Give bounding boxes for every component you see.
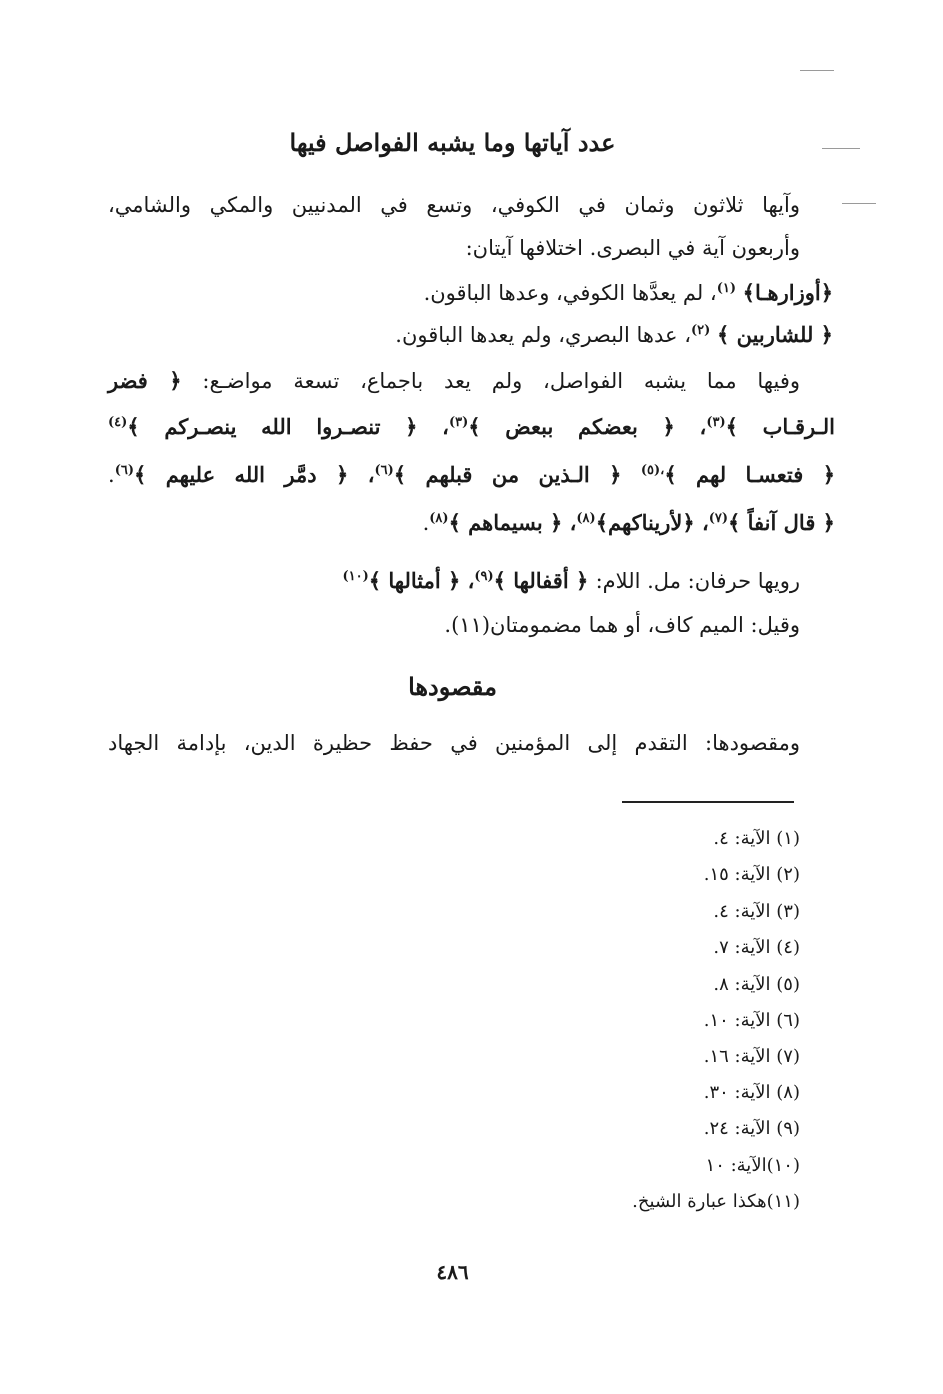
footnote: (١١)هكذا عبارة الشيخ. bbox=[632, 1191, 800, 1212]
footnote-ref: (٨) bbox=[429, 511, 449, 526]
footnote: (٩) الآية: ٢٤. bbox=[703, 1118, 800, 1139]
quran-quote: ﴿ فضر bbox=[108, 368, 182, 393]
quran-quote: ﴿ للشاربين ﴾ bbox=[716, 322, 833, 347]
footnote: (٧) الآية: ١٦. bbox=[703, 1046, 800, 1067]
footnote-separator bbox=[622, 801, 794, 803]
scan-mark bbox=[800, 70, 834, 71]
footnote: (٤) الآية: ٧. bbox=[713, 937, 800, 958]
text-line: ومقصودها: التقدم إلى المؤمنين في حفظ حظيرة الدين، بإدامة الجهاد bbox=[108, 731, 800, 755]
text-line bbox=[424, 278, 833, 308]
quran-quote: ﴿ قال آنفاً ﴾ bbox=[728, 510, 835, 535]
footnote: (٢) الآية: ١٥. bbox=[703, 864, 800, 885]
footnote: (١٠)الآية: ١٠ bbox=[705, 1155, 800, 1176]
quran-quote: ، ﴿ أمثالها ﴾ bbox=[368, 568, 475, 593]
section-heading: عدد آياتها وما يشبه الفواصل فيها bbox=[289, 128, 616, 157]
footnote-ref: (١٠) bbox=[342, 569, 369, 584]
footnote-ref: (٣) bbox=[448, 415, 469, 430]
text-line bbox=[108, 412, 835, 442]
page-number: ٤٨٦ bbox=[436, 1260, 469, 1284]
text-line bbox=[342, 566, 800, 596]
footnote: (٣) الآية: ٤. bbox=[713, 901, 800, 922]
quran-quote: ﴿ فتعسـا لهم ﴾ bbox=[664, 462, 835, 487]
footnote-ref: ،(٥) bbox=[640, 463, 665, 478]
footnote-ref: (٨) bbox=[576, 511, 596, 526]
quran-quote: ، ﴿ تنصـروا الله ينصـركم ﴾ bbox=[127, 414, 449, 439]
footnote: (٨) الآية: ٣٠. bbox=[703, 1082, 800, 1103]
text-line bbox=[395, 320, 833, 350]
quran-quote: ﴿أوزارهـا﴾ bbox=[742, 280, 833, 305]
text-line bbox=[108, 366, 800, 396]
text-span: . bbox=[422, 511, 430, 535]
text-span: ، عدها البصري، ولم يعدها الباقون. bbox=[395, 323, 691, 347]
footnote: (٥) الآية: ٨. bbox=[713, 974, 800, 995]
text-span: ، لم يعدَّها الكوفي، وعدها الباقون. bbox=[423, 281, 717, 305]
footnote-ref: (٧) bbox=[708, 511, 729, 526]
quran-quote: ، ﴿لأريناكهم﴾ bbox=[595, 510, 709, 535]
text-line: وآيها ثلاثون وثمان في الكوفي، وتسع في المدنيين والمكي والشامي، bbox=[108, 193, 800, 217]
text-span: وفيها مما يشبه الفواصل، ولم يعد باجماع، تسعة مواضـع: bbox=[202, 369, 801, 393]
footnote-ref: (٢) bbox=[690, 323, 711, 338]
text-line: وأربعون آية في البصرى. اختلافها آيتان: bbox=[465, 236, 800, 260]
text-line: وقيل: الميم كاف، أو هما مضمومتان(١١). bbox=[444, 613, 800, 637]
text-line bbox=[423, 508, 835, 538]
quran-quote: ، ﴿ بسيماهم ﴾ bbox=[448, 510, 577, 535]
text-span: . bbox=[108, 463, 115, 487]
quran-quote: ، ﴿ بعضكم ببعض ﴾ bbox=[468, 414, 707, 439]
quran-quote: الـرقـاب ﴾ bbox=[725, 414, 835, 439]
section-heading: مقصودها bbox=[408, 672, 497, 701]
footnote-ref: (٩) bbox=[474, 569, 494, 584]
footnote: (١) الآية: ٤. bbox=[713, 828, 800, 849]
quran-quote: ﴿ الـذين من قبلهم ﴾ bbox=[393, 462, 641, 487]
scan-mark bbox=[842, 203, 876, 204]
footnote-ref: (٣) bbox=[706, 415, 726, 430]
quran-quote: ، ﴿ دمَّر الله عليهم ﴾ bbox=[133, 462, 375, 487]
footnote-ref: (١) bbox=[716, 281, 736, 296]
footnote-ref: (٦) bbox=[374, 463, 394, 478]
footnote-ref: (٦) bbox=[114, 463, 134, 478]
text-span: رويها حرفان: مل. اللام: bbox=[595, 569, 800, 593]
footnote: (٦) الآية: ١٠. bbox=[703, 1010, 800, 1031]
quran-quote: ﴿ أقفالها ﴾ bbox=[493, 568, 596, 593]
footnote-ref: (٤) bbox=[108, 415, 128, 430]
text-line bbox=[108, 460, 835, 490]
